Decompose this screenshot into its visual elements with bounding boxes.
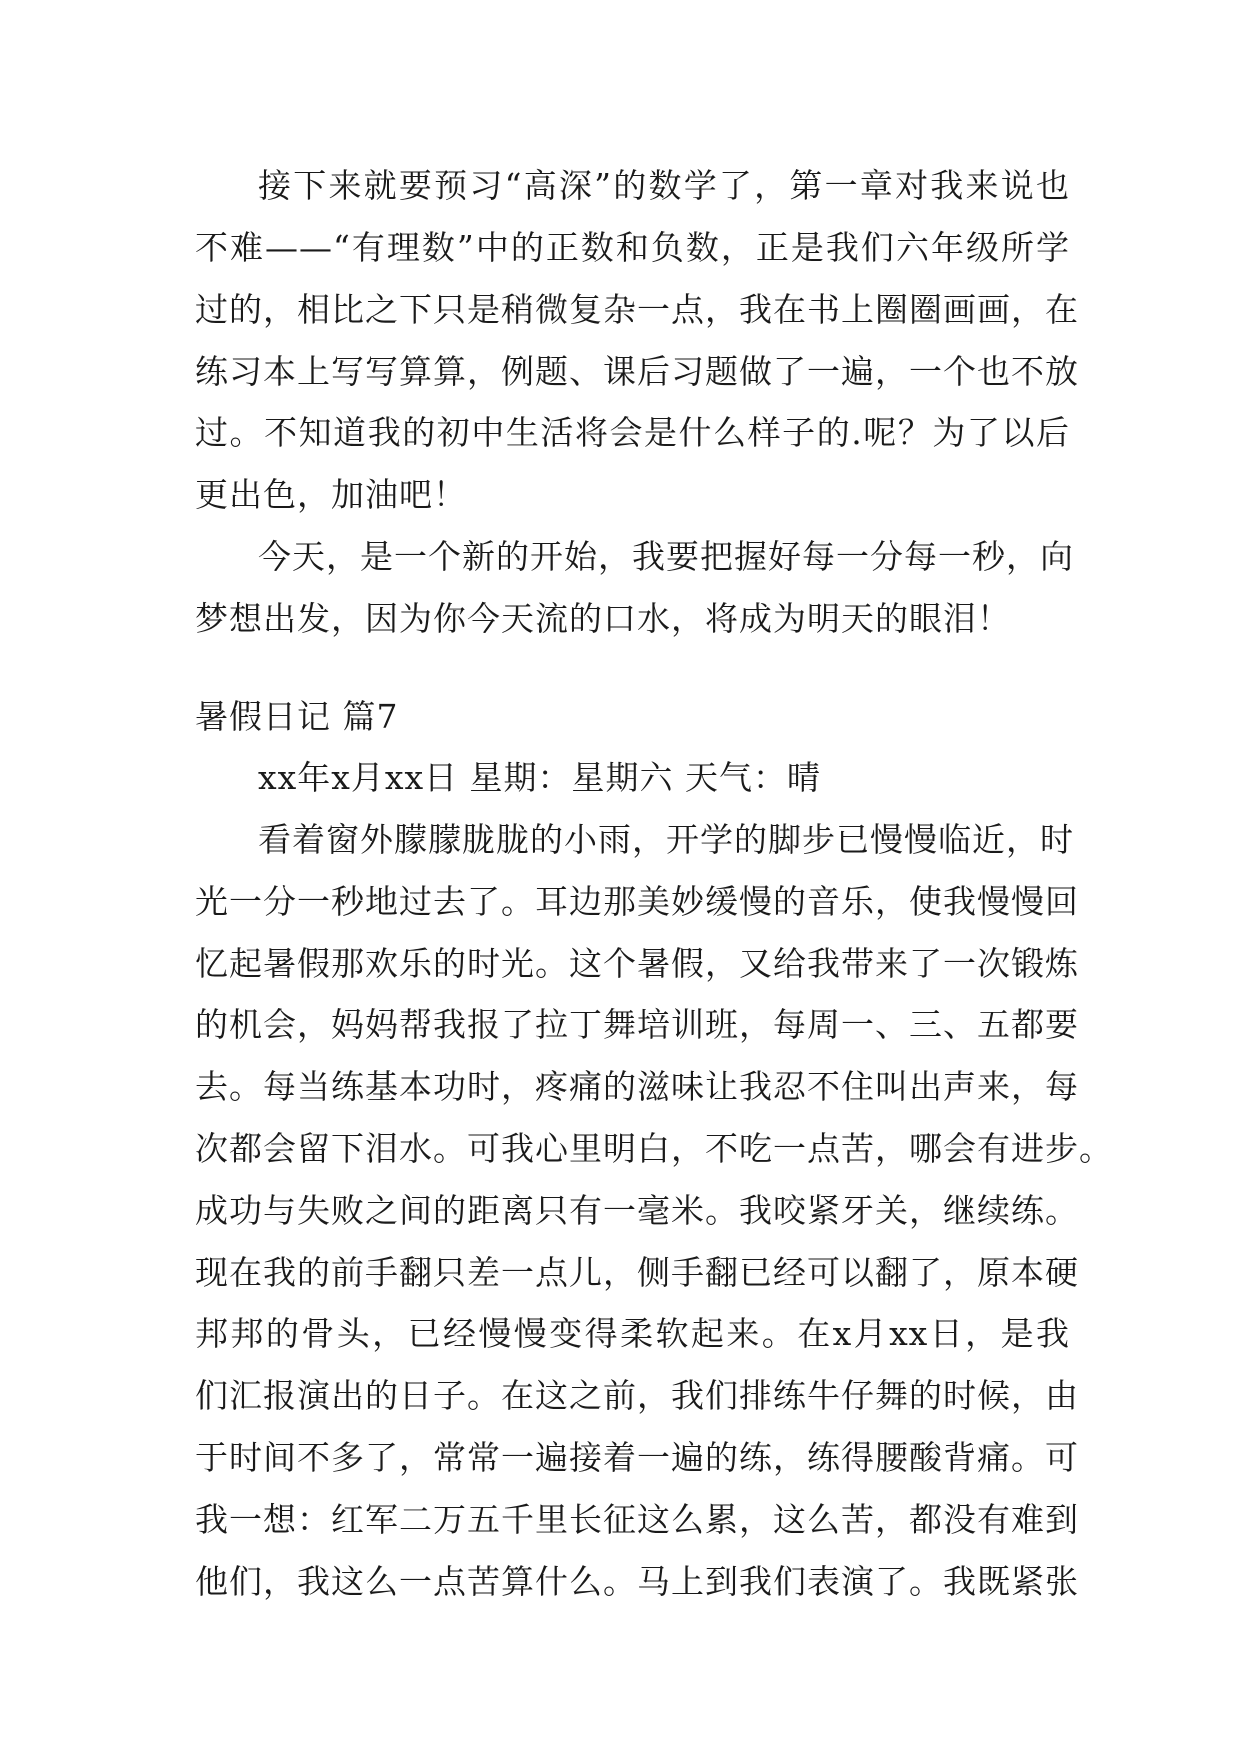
text-line: 接下来就要预习“高深”的数学了，第一章对我来说也 (258, 166, 1070, 205)
text-line: 练习本上写写算算，例题、课后习题做了一遍，一个也不放 (195, 352, 1079, 391)
text-line: 现在我的前手翻只差一点儿，侧手翻已经可以翻了，原本硬 (195, 1253, 1079, 1292)
text-line: 看着窗外朦朦胧胧的小雨，开学的脚步已慢慢临近，时 (258, 820, 1074, 859)
text-line: 邦邦的骨头，已经慢慢变得柔软起来。在x月xx日，是我 (195, 1314, 1070, 1353)
text-line: 过。不知道我的初中生活将会是什么样子的.呢？为了以后 (195, 413, 1070, 452)
text-line: 更出色，加油吧！ (195, 475, 467, 514)
text-line: 的机会，妈妈帮我报了拉丁舞培训班，每周一、三、五都要 (195, 1005, 1079, 1044)
text-line: 们汇报演出的日子。在这之前，我们排练牛仔舞的时候，由 (195, 1376, 1079, 1415)
text-line: 过的，相比之下只是稍微复杂一点，我在书上圈圈画画，在 (195, 290, 1079, 329)
text-line: 成功与失败之间的距离只有一毫米。我咬紧牙关，继续练。 (195, 1191, 1079, 1230)
text-line: 于时间不多了，常常一遍接着一遍的练，练得腰酸背痛。可 (195, 1438, 1079, 1477)
diary-meta-line: xx年x月xx日 星期：星期六 天气：晴 (258, 758, 822, 797)
text-line: 不难——“有理数”中的正数和负数，正是我们六年级所学 (195, 228, 1070, 267)
text-line: 光一分一秒地过去了。耳边那美妙缓慢的音乐，使我慢慢回 (195, 882, 1079, 921)
text-line: 次都会留下泪水。可我心里明白，不吃一点苦，哪会有进步。 (195, 1129, 1113, 1168)
text-line: 今天，是一个新的开始，我要把握好每一分每一秒，向 (258, 537, 1074, 576)
text-line: 我一想：红军二万五千里长征这么累，这么苦，都没有难到 (195, 1500, 1079, 1539)
text-line: 梦想出发，因为你今天流的口水，将成为明天的眼泪！ (195, 599, 1011, 638)
text-line: 他们，我这么一点苦算什么。马上到我们表演了。我既紧张 (195, 1562, 1079, 1601)
text-line: 忆起暑假那欢乐的时光。这个暑假，又给我带来了一次锻炼 (195, 944, 1079, 983)
text-line: 去。每当练基本功时，疼痛的滋味让我忍不住叫出声来，每 (195, 1067, 1079, 1106)
section-title: 暑假日记 篇7 (195, 697, 399, 736)
